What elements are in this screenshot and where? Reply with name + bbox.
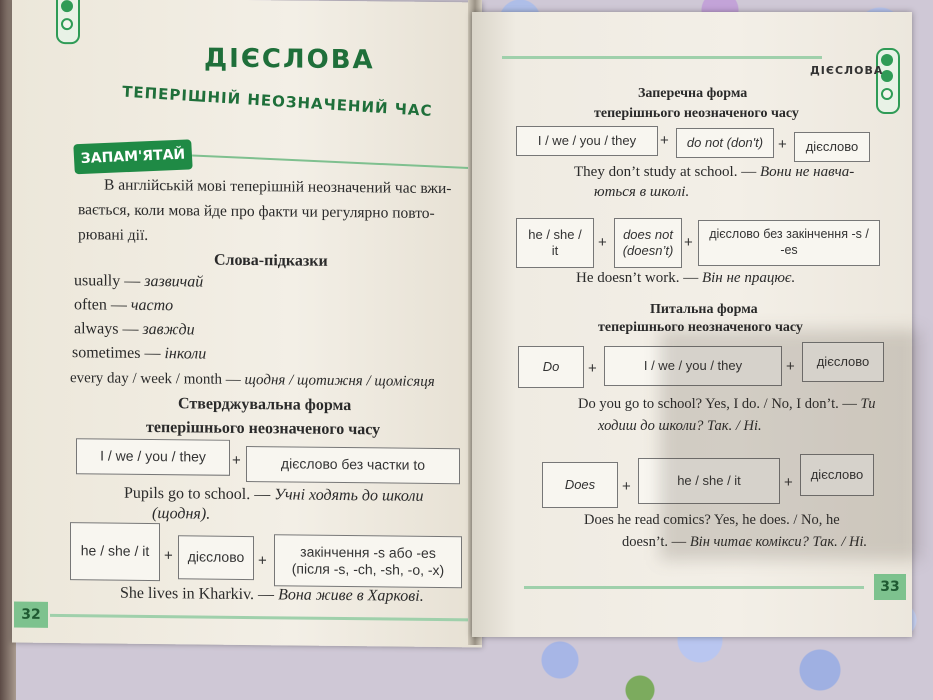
example-2: She lives in Kharkiv. — Вона живе в Харкові. — [120, 584, 424, 605]
neg-title: Заперечна форма — [638, 86, 748, 101]
question-verb-box: дієслово — [800, 454, 874, 496]
section-tab-icon — [56, 0, 80, 44]
question-example-1: Do you go to school? Yes, I do. / No, I don’t. — Ти — [578, 396, 876, 412]
formula-verb-box: дієслово без частки to — [246, 446, 460, 484]
intro-line-1: В англійській мові теперішній неозначений час вжи- — [104, 176, 452, 198]
neg-subject-box: he / she / it — [516, 218, 594, 268]
plus-sign: + — [232, 451, 241, 469]
hint-row: sometimes — інколи — [72, 344, 207, 363]
question-aux-box: Do — [518, 346, 584, 388]
intro-line-3: рювані дії. — [78, 226, 149, 244]
plus-sign: + — [588, 360, 597, 377]
neg-example-1-cont: ються в школі. — [594, 184, 690, 200]
running-header: ДІЄСЛОВА — [810, 64, 884, 77]
question-example-2: Does he read comics? Yes, he does. / No, he — [584, 512, 840, 528]
page-number-right: 33 — [874, 574, 906, 600]
intro-line-2: вається, коли мова йде про факти чи регулярно повто- — [78, 201, 435, 222]
neg-example-2: He doesn’t work. — Він не працює. — [576, 270, 796, 286]
plus-sign: + — [258, 552, 267, 570]
affirm-subtitle: теперішнього неозначеного часу — [146, 418, 381, 439]
page-subtitle: ТЕПЕРІШНІЙ НЕОЗНАЧЕНИЙ ЧАС — [121, 82, 433, 121]
footer-rule — [50, 614, 470, 621]
hints-title: Слова-підказки — [214, 251, 328, 270]
plus-sign: + — [784, 474, 793, 491]
plus-sign: + — [622, 478, 631, 495]
plus-sign: + — [778, 136, 787, 153]
neg-subject-box: I / we / you / they — [516, 126, 658, 156]
hint-row: often — часто — [74, 296, 174, 315]
neg-aux-box: does not (doesn’t) — [614, 218, 682, 268]
section-tab-icon — [876, 48, 900, 114]
question-title: Питальна форма — [650, 302, 758, 317]
hint-row: every day / week / month — щодня / щотижня / щомісяця — [70, 370, 435, 390]
header-rule — [502, 56, 822, 59]
example-1-cont: (щодня). — [152, 505, 211, 523]
question-subject-box: I / we / you / they — [604, 346, 782, 386]
footer-rule — [524, 586, 864, 589]
left-page — [12, 0, 482, 647]
question-subject-box: he / she / it — [638, 458, 780, 504]
formula-verb-box: дієслово — [178, 535, 254, 580]
affirm-title: Стверджувальна форма — [178, 395, 352, 415]
neg-aux-box: do not (don't) — [676, 128, 774, 158]
page-number-left: 32 — [14, 602, 48, 628]
neg-example-1: They don’t study at school. — Вони не навча- — [574, 164, 855, 180]
question-example-1-cont: ходиш до школи? Так. / Ні. — [598, 418, 762, 434]
question-subtitle: теперішнього неозначеного часу — [598, 320, 803, 335]
plus-sign: + — [598, 234, 607, 251]
formula-ending-box: закінчення -s або -es (після -s, -ch, -sh, -o, -x) — [274, 534, 462, 588]
question-example-2-cont: doesn’t. — Він читає комікси? Так. / Ні. — [622, 534, 868, 550]
plus-sign: + — [660, 132, 669, 149]
formula-subject-box: I / we / you / they — [76, 438, 230, 476]
plus-sign: + — [684, 234, 693, 251]
neg-verb-box: дієслово без закінчення -s / -es — [698, 220, 880, 266]
question-aux-box: Does — [542, 462, 618, 508]
question-verb-box: дієслово — [802, 342, 884, 382]
hint-row: usually — зазвичай — [74, 272, 204, 291]
example-1: Pupils go to school. — Учні ходять до школи — [124, 484, 424, 505]
formula-subject-box: he / she / it — [70, 522, 160, 581]
badge-divider — [192, 154, 477, 169]
neg-verb-box: дієслово — [794, 132, 870, 162]
remember-badge: ЗАПАМ'ЯТАЙ — [73, 139, 192, 174]
plus-sign: + — [786, 358, 795, 375]
plus-sign: + — [164, 547, 173, 565]
hand-shadow — [660, 330, 920, 560]
neg-subtitle: теперішнього неозначеного часу — [594, 106, 799, 121]
page-title: ДІЄСЛОВА — [204, 43, 375, 76]
hint-row: always — завжди — [74, 320, 195, 339]
